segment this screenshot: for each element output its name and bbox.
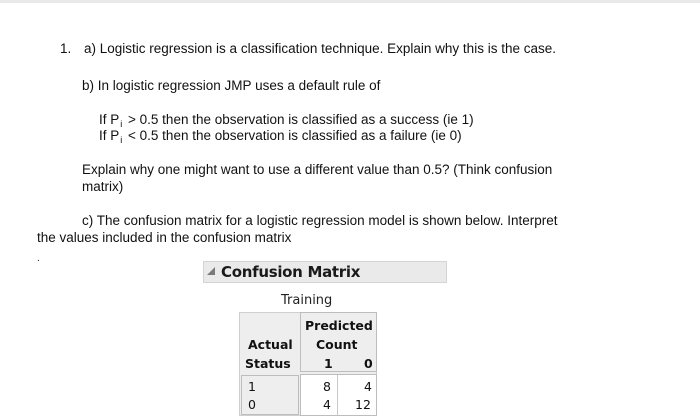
column-divider [337, 375, 338, 415]
actual-label: Actual [248, 337, 293, 352]
part-c-line1: c) The confusion matrix for a logistic regression model is shown below. Interpret [82, 213, 558, 228]
actual-class-1: 1 [248, 379, 256, 394]
part-b-question-line2: matrix) [82, 179, 124, 194]
predicted-class-0: 0 [364, 356, 373, 371]
rule-failure-suffix: < 0.5 then the observation is classified as a failure (ie 0) [128, 128, 462, 143]
confusion-matrix-header[interactable] [203, 261, 447, 283]
top-border [0, 0, 700, 3]
disclosure-triangle-icon[interactable] [207, 267, 215, 275]
part-a-text: a) Logistic regression is a classification technique. Explain why this is the case. [84, 41, 556, 56]
cell-actual0-pred1: 4 [323, 397, 331, 412]
cell-actual1-pred0: 4 [364, 379, 372, 394]
confusion-matrix-title: Confusion Matrix [221, 263, 361, 281]
rule-success-prefix: If P [99, 112, 120, 127]
predicted-label: Predicted [305, 318, 373, 333]
rule-success-subscript: i [120, 119, 123, 129]
actual-class-0: 0 [248, 397, 256, 412]
status-label: Status [245, 356, 291, 371]
rule-failure [99, 127, 462, 146]
question-number: 1. [60, 41, 72, 56]
stray-bullet: . [37, 253, 40, 264]
part-c-line2: the values included in the confusion matrix [37, 230, 292, 245]
rule-success-suffix: > 0.5 then the observation is classified as a success (ie 1) [128, 112, 474, 127]
cell-actual0-pred0: 12 [355, 397, 371, 412]
training-label: Training [281, 293, 333, 308]
part-b-intro: b) In logistic regression JMP uses a default rule of [82, 78, 381, 93]
count-label: Count [316, 337, 358, 352]
rule-failure-prefix: If P [99, 128, 120, 143]
predicted-class-1: 1 [324, 356, 333, 371]
cell-actual1-pred1: 8 [323, 379, 331, 394]
part-b-question-line1: Explain why one might want to use a different value than 0.5? (Think confusion [82, 162, 553, 177]
rule-failure-subscript: i [120, 135, 123, 145]
